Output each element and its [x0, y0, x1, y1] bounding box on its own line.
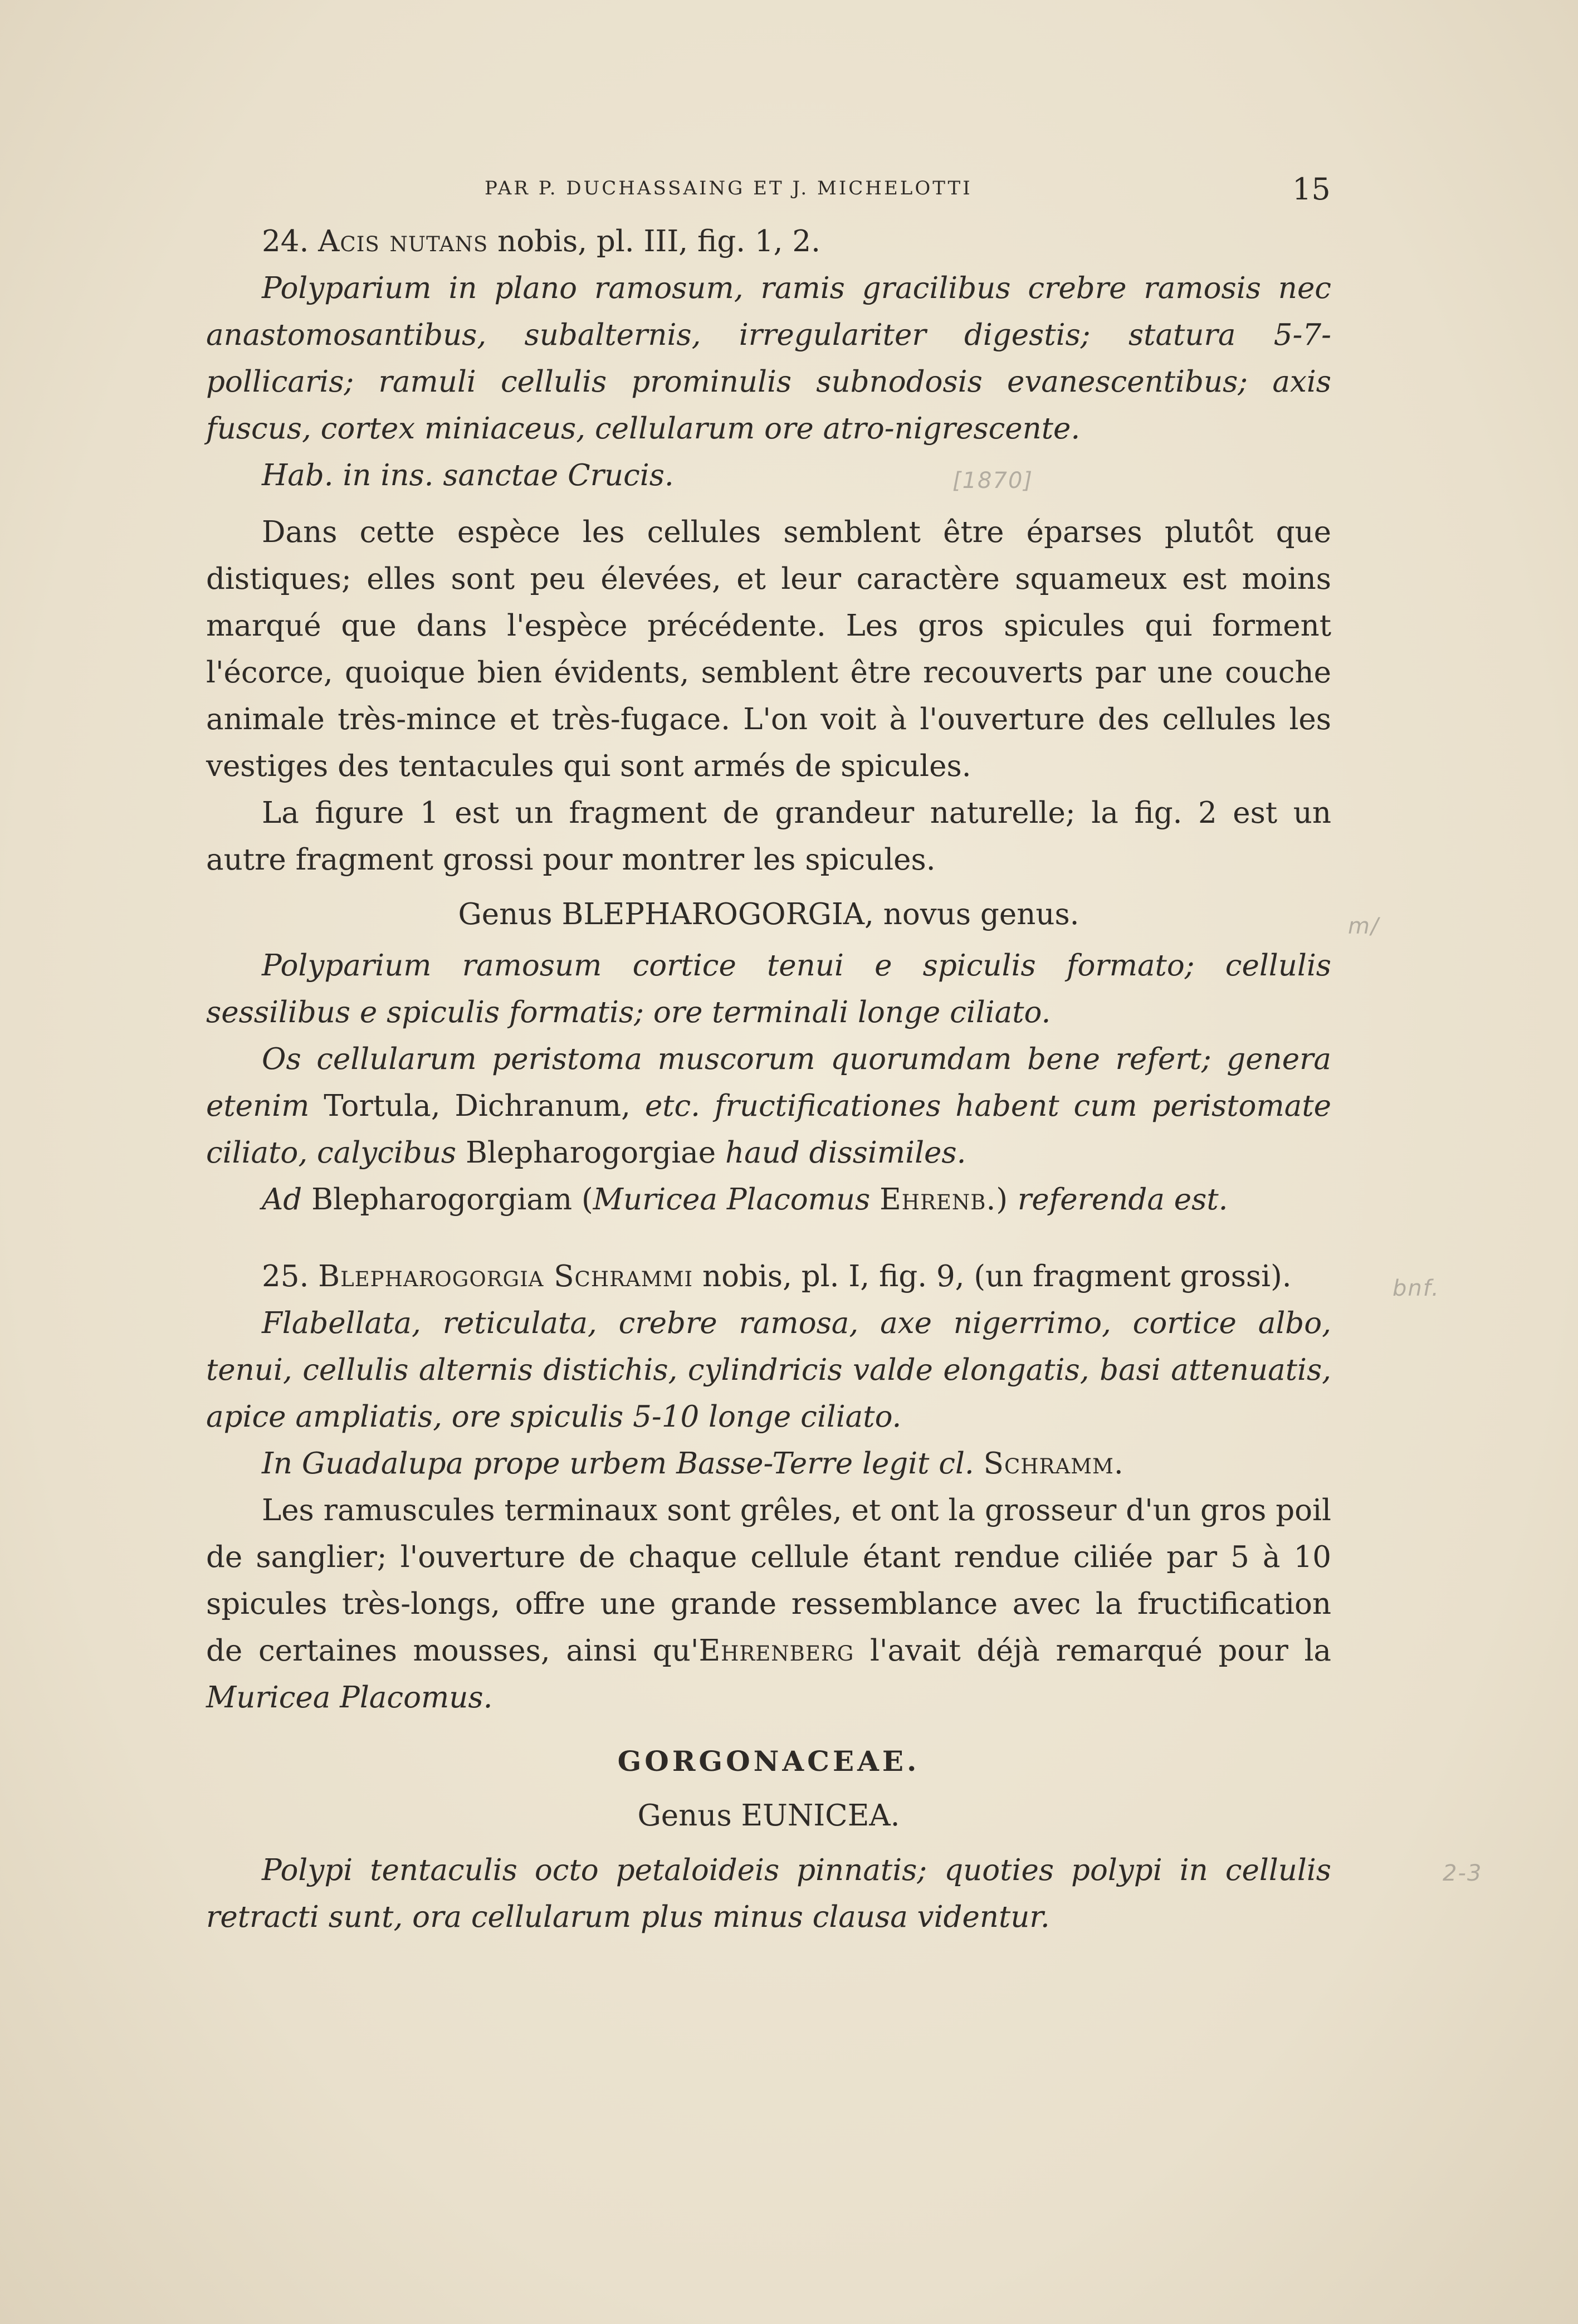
genus-blepharo-block — [206, 891, 1331, 1223]
genus-blepharo-title: Genus BLEPHAROGORGIA, novus genus. — [458, 897, 1079, 931]
french-b: Ehrenberg — [698, 1634, 854, 1668]
species-25-number: 25. — [262, 1259, 309, 1293]
species-25-title — [206, 1253, 1331, 1300]
latin2-e: haud dissimiles. — [725, 1136, 966, 1170]
gorgonaceae-title: GORGONACEAE. — [617, 1745, 920, 1778]
margin-note-3: bnf. — [1393, 1276, 1440, 1301]
margin-note-2: m/ — [1348, 914, 1380, 939]
latin3-a: Ad — [262, 1183, 302, 1217]
latin2-b: Tortula, Dichranum, — [324, 1089, 631, 1123]
margin-note-4: 2-3 — [1443, 1861, 1483, 1886]
page-number: 15 — [1292, 172, 1331, 207]
latin2-c: etc. fructificationes habent cum peristomate ciliato, calycibus — [206, 1089, 1331, 1170]
species-25-latin: Flabellata, reticulata, crebre ramosa, axe nigerrimo, cortice albo, tenui, cellulis alternis distichis, cylindricis valde elongatis, basi attenuatis, apice ampliatis, ore spiculis 5-10 longe ciliato. — [206, 1306, 1331, 1434]
species-24-french-2: La figure 1 est un fragment de grandeur naturelle; la fig. 2 est un autre fragment grossi pour montrer les spicules. — [206, 796, 1331, 877]
species-25-name: Blepharogorgia Schrammi — [318, 1259, 693, 1293]
genus-eunicea-title: Genus EUNICEA. — [637, 1799, 900, 1833]
hab-b: Schramm. — [983, 1447, 1124, 1481]
species-24-habitat: Hab. in ins. sanctae Crucis. — [262, 458, 674, 492]
latin3-c: Muricea Placomus — [593, 1183, 871, 1217]
genus-blepharo-latin-3 — [206, 1176, 1331, 1223]
species-24-name: Acis nutans — [318, 224, 488, 258]
species-24-auth: nobis, pl. III, fig. 1, 2. — [497, 224, 820, 258]
french-c: l'avait déjà remarqué pour la — [854, 1634, 1332, 1668]
latin2-a: Os cellularum peristoma muscorum quorumdam bene refert; genera etenim — [206, 1042, 1331, 1123]
latin3-e: referenda est. — [1017, 1183, 1228, 1217]
species-25-auth: nobis, pl. I, fig. 9, (un fragment grossi). — [702, 1259, 1292, 1293]
species-24-french-1: Dans cette espèce les cellules semblent être éparses plutôt que distiques; elles sont peu élevées, et leur caractère squameux est moins marqué que dans l'espèce précédente. Les gros spicules qui forment l'écorce, quoique bien évidents, semblent être recouverts par une couche animale très-mince et très-fugace. L'on voit à l'ouverture des cellules les vestiges des tentacules qui sont armés de spicules. — [206, 515, 1331, 783]
species-24-title — [206, 218, 1331, 265]
species-25-block — [206, 1253, 1331, 1721]
species-25-french — [206, 1487, 1331, 1721]
french-d: Muricea Placomus. — [206, 1681, 493, 1715]
hab-a: In Guadalupa prope urbem Basse-Terre legit cl. — [262, 1447, 974, 1481]
gorgonaceae-latin: Polypi tentaculis octo petaloideis pinnatis; quoties polypi in cellulis retracti sunt, ora cellularum plus minus clausa videntur. — [206, 1853, 1331, 1934]
species-24-number: 24. — [262, 224, 309, 258]
margin-note-1870: [1870] — [952, 468, 1034, 494]
gorgonaceae-block — [206, 1738, 1331, 1941]
genus-blepharo-latin-2 — [206, 1036, 1331, 1176]
latin2-d: Blepharogorgiae — [465, 1136, 716, 1170]
latin3-b: Blepharogorgiam ( — [311, 1183, 593, 1217]
french-a: Les ramuscules terminaux sont grêles, et ont la grosseur d'un gros poil de sanglier; l'ouverture de chaque cellule étant rendue ciliée par 5 à 10 spicules très-longs, offre une grande ressemblance avec la fructification de certaines mousses, ainsi qu' — [206, 1493, 1331, 1668]
genus-blepharo-latin-1: Polyparium ramosum cortice tenui e spiculis formato; cellulis sessilibus e spiculis formatis; ore terminali longe ciliato. — [206, 949, 1331, 1029]
running-head: PAR P. DUCHASSAING ET J. MICHELOTTI — [485, 177, 973, 199]
species-25-habitat — [206, 1441, 1331, 1487]
latin3-d: Ehrenb.) — [880, 1183, 1009, 1217]
species-24-latin: Polyparium in plano ramosum, ramis gracilibus crebre ramosis nec anastomosantibus, subalternis, irregulariter digestis; statura 5-7-pollicaris; ramuli cellulis prominulis subnodosis evanescentibus; axis fuscus, cortex miniaceus, cellularum ore atro-nigrescente. — [206, 271, 1331, 446]
species-24-block — [206, 218, 1331, 883]
